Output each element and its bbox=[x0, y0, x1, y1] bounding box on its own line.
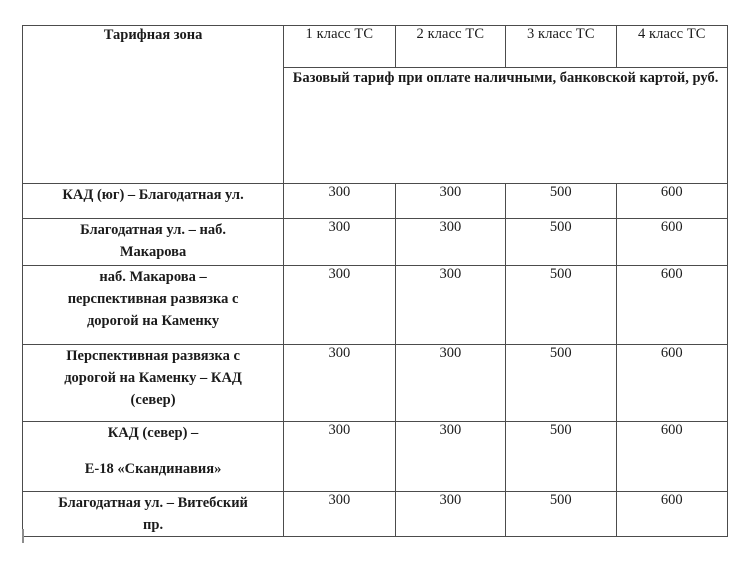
zone-label-cell bbox=[23, 345, 284, 422]
zone-label-cell bbox=[23, 422, 284, 492]
tariff-value-class-2: 300 bbox=[395, 492, 505, 537]
tariff-value-class-4: 600 bbox=[616, 219, 727, 266]
table-corner-stub bbox=[22, 529, 24, 543]
tariff-table-container bbox=[22, 25, 728, 534]
zone-label-line: КАД (север) – bbox=[107, 425, 199, 441]
zone-label-line: наб. Макарова – bbox=[99, 269, 207, 285]
tariff-value-class-3: 500 bbox=[506, 422, 616, 492]
tariff-value-class-1: 300 bbox=[284, 345, 395, 422]
tariff-value-class-2: 300 bbox=[395, 422, 505, 492]
zone-label-line: дорогой на Каменку bbox=[86, 313, 220, 330]
header-row-classes bbox=[23, 26, 728, 68]
tariff-value-class-3: 500 bbox=[506, 219, 616, 266]
zone-label-line: Благодатная ул. – наб. bbox=[80, 222, 226, 238]
tariff-table bbox=[22, 25, 728, 537]
table-body bbox=[23, 184, 728, 537]
tariff-value-class-3: 500 bbox=[506, 492, 616, 537]
zone-label-line: Перспективная развязка с bbox=[66, 348, 240, 364]
tariff-value-class-4: 600 bbox=[616, 492, 727, 537]
tariff-value-class-1: 300 bbox=[284, 492, 395, 537]
zone-label-line: Макарова bbox=[119, 244, 187, 261]
table-row bbox=[23, 492, 728, 537]
zone-label-line: пр. bbox=[143, 517, 164, 534]
zone-label-cell bbox=[23, 266, 284, 345]
zone-label-line: Благодатная ул. – Витебский bbox=[58, 495, 248, 511]
table-row bbox=[23, 219, 728, 266]
column-header-class-1: 1 класс ТС bbox=[284, 26, 395, 68]
zone-label-cell bbox=[23, 184, 284, 219]
tariff-value-class-1: 300 bbox=[284, 266, 395, 345]
table-header bbox=[23, 26, 728, 184]
tariff-value-class-3: 500 bbox=[506, 266, 616, 345]
tariff-value-class-2: 300 bbox=[395, 266, 505, 345]
tariff-value-class-1: 300 bbox=[284, 219, 395, 266]
table-row bbox=[23, 266, 728, 345]
zone-label-cell bbox=[23, 492, 284, 537]
table-row bbox=[23, 184, 728, 219]
zone-label-line: перспективная развязка с bbox=[67, 291, 239, 308]
column-header-class-3: 3 класс ТС bbox=[506, 26, 616, 68]
tariff-value-class-4: 600 bbox=[616, 184, 727, 219]
column-header-class-4: 4 класс ТС bbox=[616, 26, 727, 68]
tariff-value-class-2: 300 bbox=[395, 345, 505, 422]
table-row bbox=[23, 345, 728, 422]
tariff-value-class-3: 500 bbox=[506, 184, 616, 219]
zone-label-cell bbox=[23, 219, 284, 266]
tariff-value-class-1: 300 bbox=[284, 184, 395, 219]
table-row bbox=[23, 422, 728, 492]
tariff-value-class-1: 300 bbox=[284, 422, 395, 492]
zone-label-line: (север) bbox=[130, 392, 176, 409]
tariff-value-class-3: 500 bbox=[506, 345, 616, 422]
zone-label-line: КАД (юг) – Благодатная ул. bbox=[62, 187, 244, 203]
zone-label-line: Е-18 «Скандинавия» bbox=[84, 461, 222, 478]
tariff-value-class-4: 600 bbox=[616, 266, 727, 345]
tariff-value-class-2: 300 bbox=[395, 184, 505, 219]
zone-label-line: дорогой на Каменку – КАД bbox=[64, 370, 242, 387]
tariff-value-class-4: 600 bbox=[616, 422, 727, 492]
column-header-base-tariff: Базовый тариф при оплате наличными, банковской картой, руб. bbox=[284, 68, 728, 184]
tariff-value-class-2: 300 bbox=[395, 219, 505, 266]
column-header-tariff-zone: Тарифная зона bbox=[23, 26, 284, 184]
column-header-class-2: 2 класс ТС bbox=[395, 26, 505, 68]
tariff-value-class-4: 600 bbox=[616, 345, 727, 422]
